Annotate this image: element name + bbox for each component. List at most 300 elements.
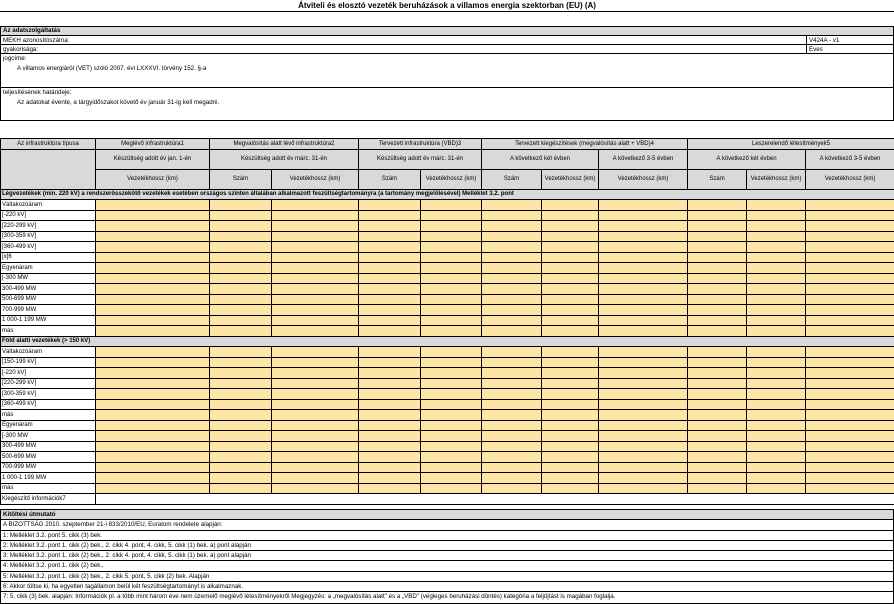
- input-cell[interactable]: [210, 326, 272, 337]
- input-cell[interactable]: [272, 221, 359, 232]
- input-cell[interactable]: [599, 305, 688, 316]
- input-cell[interactable]: [359, 294, 421, 305]
- input-cell[interactable]: [482, 452, 542, 463]
- input-cell[interactable]: [272, 378, 359, 389]
- input-cell[interactable]: [747, 273, 806, 284]
- input-cell[interactable]: [688, 252, 747, 263]
- input-cell[interactable]: [806, 210, 894, 221]
- input-cell[interactable]: [599, 441, 688, 452]
- input-cell[interactable]: [542, 473, 599, 484]
- input-cell[interactable]: [482, 252, 542, 263]
- input-cell[interactable]: [599, 315, 688, 326]
- input-cell[interactable]: [482, 347, 542, 358]
- input-cell[interactable]: [482, 242, 542, 253]
- input-cell[interactable]: [806, 315, 894, 326]
- input-cell[interactable]: [599, 252, 688, 263]
- input-cell[interactable]: [747, 315, 806, 326]
- input-cell[interactable]: [421, 294, 482, 305]
- input-cell[interactable]: [210, 441, 272, 452]
- input-cell[interactable]: [599, 284, 688, 295]
- input-cell[interactable]: [482, 473, 542, 484]
- input-cell[interactable]: [599, 273, 688, 284]
- input-cell[interactable]: [599, 200, 688, 211]
- input-cell[interactable]: [688, 347, 747, 358]
- input-cell[interactable]: [96, 347, 210, 358]
- input-cell[interactable]: [688, 315, 747, 326]
- input-cell[interactable]: [806, 200, 894, 211]
- input-cell[interactable]: [747, 326, 806, 337]
- input-cell[interactable]: [272, 357, 359, 368]
- input-cell[interactable]: [210, 389, 272, 400]
- input-cell[interactable]: [542, 452, 599, 463]
- input-cell[interactable]: [599, 431, 688, 442]
- input-cell[interactable]: [272, 483, 359, 494]
- input-cell[interactable]: [359, 420, 421, 431]
- input-cell[interactable]: [747, 347, 806, 358]
- input-cell[interactable]: [210, 368, 272, 379]
- input-cell[interactable]: [482, 273, 542, 284]
- input-cell[interactable]: [747, 263, 806, 274]
- input-cell[interactable]: [747, 221, 806, 232]
- input-cell[interactable]: [210, 473, 272, 484]
- input-cell[interactable]: [272, 273, 359, 284]
- input-cell[interactable]: [747, 305, 806, 316]
- input-cell[interactable]: [482, 263, 542, 274]
- input-cell[interactable]: [359, 357, 421, 368]
- input-cell[interactable]: [599, 210, 688, 221]
- input-cell[interactable]: [747, 368, 806, 379]
- input-cell[interactable]: [421, 347, 482, 358]
- input-cell[interactable]: [599, 368, 688, 379]
- input-cell[interactable]: [542, 210, 599, 221]
- input-cell[interactable]: [421, 315, 482, 326]
- input-cell[interactable]: [482, 284, 542, 295]
- input-cell[interactable]: [210, 315, 272, 326]
- input-cell[interactable]: [272, 462, 359, 473]
- input-cell[interactable]: [542, 378, 599, 389]
- input-cell[interactable]: [806, 399, 894, 410]
- input-cell[interactable]: [421, 357, 482, 368]
- input-cell[interactable]: [806, 410, 894, 421]
- input-cell[interactable]: [542, 389, 599, 400]
- input-cell[interactable]: [210, 431, 272, 442]
- input-cell[interactable]: [272, 284, 359, 295]
- input-cell[interactable]: [542, 263, 599, 274]
- input-cell[interactable]: [688, 200, 747, 211]
- input-cell[interactable]: [482, 231, 542, 242]
- input-cell[interactable]: [688, 473, 747, 484]
- input-cell[interactable]: [482, 441, 542, 452]
- input-cell[interactable]: [210, 284, 272, 295]
- input-cell[interactable]: [747, 294, 806, 305]
- input-cell[interactable]: [96, 452, 210, 463]
- input-cell[interactable]: [96, 294, 210, 305]
- input-cell[interactable]: [421, 263, 482, 274]
- input-cell[interactable]: [599, 357, 688, 368]
- input-cell[interactable]: [806, 420, 894, 431]
- input-cell[interactable]: [688, 410, 747, 421]
- input-cell[interactable]: [688, 231, 747, 242]
- input-cell[interactable]: [482, 378, 542, 389]
- input-cell[interactable]: [806, 378, 894, 389]
- input-cell[interactable]: [272, 326, 359, 337]
- input-cell[interactable]: [482, 315, 542, 326]
- input-cell[interactable]: [421, 399, 482, 410]
- input-cell[interactable]: [599, 294, 688, 305]
- input-cell[interactable]: [806, 305, 894, 316]
- input-cell[interactable]: [542, 441, 599, 452]
- input-cell[interactable]: [747, 231, 806, 242]
- input-cell[interactable]: [688, 221, 747, 232]
- input-cell[interactable]: [482, 399, 542, 410]
- input-cell[interactable]: [599, 483, 688, 494]
- input-cell[interactable]: [688, 242, 747, 253]
- input-cell[interactable]: [747, 399, 806, 410]
- input-cell[interactable]: [359, 305, 421, 316]
- input-cell[interactable]: [96, 378, 210, 389]
- input-cell[interactable]: [96, 473, 210, 484]
- input-cell[interactable]: [688, 263, 747, 274]
- input-cell[interactable]: [688, 273, 747, 284]
- input-cell[interactable]: [272, 200, 359, 211]
- input-cell[interactable]: [688, 284, 747, 295]
- input-cell[interactable]: [272, 399, 359, 410]
- input-cell[interactable]: [210, 210, 272, 221]
- input-cell[interactable]: [482, 389, 542, 400]
- input-cell[interactable]: [806, 263, 894, 274]
- input-cell[interactable]: [359, 273, 421, 284]
- input-cell[interactable]: [482, 431, 542, 442]
- input-cell[interactable]: [688, 368, 747, 379]
- input-cell[interactable]: [359, 210, 421, 221]
- input-cell[interactable]: [96, 263, 210, 274]
- input-cell[interactable]: [806, 452, 894, 463]
- input-cell[interactable]: [96, 242, 210, 253]
- input-cell[interactable]: [421, 389, 482, 400]
- input-cell[interactable]: [542, 347, 599, 358]
- input-cell[interactable]: [359, 462, 421, 473]
- input-cell[interactable]: [542, 200, 599, 211]
- input-cell[interactable]: [96, 326, 210, 337]
- input-cell[interactable]: [272, 231, 359, 242]
- input-cell[interactable]: [359, 315, 421, 326]
- input-cell[interactable]: [421, 284, 482, 295]
- input-cell[interactable]: [747, 420, 806, 431]
- input-cell[interactable]: [747, 483, 806, 494]
- input-cell[interactable]: [688, 452, 747, 463]
- input-cell[interactable]: [96, 441, 210, 452]
- input-cell[interactable]: [96, 315, 210, 326]
- input-cell[interactable]: [96, 389, 210, 400]
- input-cell[interactable]: [688, 357, 747, 368]
- input-cell[interactable]: [482, 462, 542, 473]
- input-cell[interactable]: [421, 210, 482, 221]
- input-cell[interactable]: [542, 399, 599, 410]
- input-cell[interactable]: [272, 441, 359, 452]
- input-cell[interactable]: [599, 462, 688, 473]
- input-cell[interactable]: [747, 431, 806, 442]
- input-cell[interactable]: [599, 410, 688, 421]
- input-cell[interactable]: [421, 441, 482, 452]
- input-cell[interactable]: [747, 200, 806, 211]
- input-cell[interactable]: [96, 410, 210, 421]
- input-cell[interactable]: [482, 357, 542, 368]
- input-cell[interactable]: [747, 473, 806, 484]
- input-cell[interactable]: [359, 452, 421, 463]
- extra-info-input[interactable]: [96, 494, 894, 505]
- input-cell[interactable]: [96, 200, 210, 211]
- input-cell[interactable]: [272, 473, 359, 484]
- input-cell[interactable]: [359, 378, 421, 389]
- input-cell[interactable]: [806, 441, 894, 452]
- input-cell[interactable]: [272, 242, 359, 253]
- input-cell[interactable]: [210, 221, 272, 232]
- input-cell[interactable]: [421, 326, 482, 337]
- input-cell[interactable]: [96, 221, 210, 232]
- input-cell[interactable]: [806, 242, 894, 253]
- input-cell[interactable]: [599, 242, 688, 253]
- input-cell[interactable]: [210, 347, 272, 358]
- input-cell[interactable]: [747, 441, 806, 452]
- input-cell[interactable]: [210, 252, 272, 263]
- input-cell[interactable]: [806, 221, 894, 232]
- input-cell[interactable]: [210, 200, 272, 211]
- input-cell[interactable]: [806, 273, 894, 284]
- input-cell[interactable]: [688, 441, 747, 452]
- input-cell[interactable]: [272, 431, 359, 442]
- input-cell[interactable]: [359, 483, 421, 494]
- input-cell[interactable]: [272, 294, 359, 305]
- input-cell[interactable]: [747, 210, 806, 221]
- input-cell[interactable]: [359, 441, 421, 452]
- input-cell[interactable]: [542, 420, 599, 431]
- input-cell[interactable]: [542, 431, 599, 442]
- input-cell[interactable]: [542, 368, 599, 379]
- input-cell[interactable]: [96, 210, 210, 221]
- input-cell[interactable]: [421, 420, 482, 431]
- input-cell[interactable]: [359, 221, 421, 232]
- input-cell[interactable]: [599, 347, 688, 358]
- input-cell[interactable]: [747, 462, 806, 473]
- input-cell[interactable]: [421, 452, 482, 463]
- input-cell[interactable]: [806, 473, 894, 484]
- input-cell[interactable]: [599, 389, 688, 400]
- input-cell[interactable]: [542, 284, 599, 295]
- input-cell[interactable]: [421, 410, 482, 421]
- input-cell[interactable]: [688, 326, 747, 337]
- input-cell[interactable]: [96, 399, 210, 410]
- input-cell[interactable]: [599, 473, 688, 484]
- input-cell[interactable]: [542, 326, 599, 337]
- input-cell[interactable]: [272, 210, 359, 221]
- input-cell[interactable]: [210, 263, 272, 274]
- input-cell[interactable]: [210, 399, 272, 410]
- input-cell[interactable]: [482, 305, 542, 316]
- input-cell[interactable]: [806, 483, 894, 494]
- input-cell[interactable]: [806, 326, 894, 337]
- input-cell[interactable]: [210, 357, 272, 368]
- input-cell[interactable]: [806, 231, 894, 242]
- input-cell[interactable]: [210, 231, 272, 242]
- input-cell[interactable]: [599, 263, 688, 274]
- input-cell[interactable]: [272, 410, 359, 421]
- input-cell[interactable]: [482, 210, 542, 221]
- input-cell[interactable]: [359, 368, 421, 379]
- input-cell[interactable]: [747, 242, 806, 253]
- input-cell[interactable]: [272, 368, 359, 379]
- input-cell[interactable]: [421, 200, 482, 211]
- mekh-value[interactable]: V424A - v1: [809, 37, 840, 44]
- input-cell[interactable]: [542, 315, 599, 326]
- input-cell[interactable]: [272, 252, 359, 263]
- input-cell[interactable]: [96, 368, 210, 379]
- input-cell[interactable]: [599, 221, 688, 232]
- input-cell[interactable]: [272, 420, 359, 431]
- input-cell[interactable]: [747, 284, 806, 295]
- input-cell[interactable]: [542, 410, 599, 421]
- input-cell[interactable]: [688, 420, 747, 431]
- input-cell[interactable]: [96, 483, 210, 494]
- input-cell[interactable]: [747, 389, 806, 400]
- input-cell[interactable]: [688, 305, 747, 316]
- input-cell[interactable]: [747, 410, 806, 421]
- input-cell[interactable]: [96, 252, 210, 263]
- input-cell[interactable]: [688, 431, 747, 442]
- input-cell[interactable]: [359, 200, 421, 211]
- input-cell[interactable]: [96, 231, 210, 242]
- input-cell[interactable]: [272, 452, 359, 463]
- input-cell[interactable]: [210, 410, 272, 421]
- input-cell[interactable]: [482, 221, 542, 232]
- input-cell[interactable]: [599, 231, 688, 242]
- input-cell[interactable]: [747, 452, 806, 463]
- input-cell[interactable]: [688, 389, 747, 400]
- input-cell[interactable]: [210, 242, 272, 253]
- input-cell[interactable]: [210, 378, 272, 389]
- input-cell[interactable]: [688, 462, 747, 473]
- input-cell[interactable]: [542, 357, 599, 368]
- input-cell[interactable]: [210, 483, 272, 494]
- input-cell[interactable]: [359, 410, 421, 421]
- frequency-value[interactable]: Éves: [809, 46, 823, 53]
- input-cell[interactable]: [688, 294, 747, 305]
- input-cell[interactable]: [421, 273, 482, 284]
- input-cell[interactable]: [806, 462, 894, 473]
- input-cell[interactable]: [359, 431, 421, 442]
- input-cell[interactable]: [272, 263, 359, 274]
- input-cell[interactable]: [542, 462, 599, 473]
- input-cell[interactable]: [747, 252, 806, 263]
- input-cell[interactable]: [96, 273, 210, 284]
- input-cell[interactable]: [421, 462, 482, 473]
- input-cell[interactable]: [359, 284, 421, 295]
- input-cell[interactable]: [421, 483, 482, 494]
- input-cell[interactable]: [272, 389, 359, 400]
- input-cell[interactable]: [688, 210, 747, 221]
- input-cell[interactable]: [272, 315, 359, 326]
- input-cell[interactable]: [421, 473, 482, 484]
- input-cell[interactable]: [747, 357, 806, 368]
- input-cell[interactable]: [542, 252, 599, 263]
- input-cell[interactable]: [482, 200, 542, 211]
- input-cell[interactable]: [482, 368, 542, 379]
- input-cell[interactable]: [359, 326, 421, 337]
- input-cell[interactable]: [359, 231, 421, 242]
- input-cell[interactable]: [542, 483, 599, 494]
- input-cell[interactable]: [96, 431, 210, 442]
- input-cell[interactable]: [542, 294, 599, 305]
- input-cell[interactable]: [359, 263, 421, 274]
- input-cell[interactable]: [688, 483, 747, 494]
- input-cell[interactable]: [806, 389, 894, 400]
- input-cell[interactable]: [421, 378, 482, 389]
- input-cell[interactable]: [806, 368, 894, 379]
- input-cell[interactable]: [542, 273, 599, 284]
- input-cell[interactable]: [359, 473, 421, 484]
- input-cell[interactable]: [359, 399, 421, 410]
- input-cell[interactable]: [421, 252, 482, 263]
- input-cell[interactable]: [806, 252, 894, 263]
- input-cell[interactable]: [359, 252, 421, 263]
- input-cell[interactable]: [806, 357, 894, 368]
- input-cell[interactable]: [482, 483, 542, 494]
- input-cell[interactable]: [210, 273, 272, 284]
- input-cell[interactable]: [599, 326, 688, 337]
- input-cell[interactable]: [359, 389, 421, 400]
- input-cell[interactable]: [210, 294, 272, 305]
- input-cell[interactable]: [421, 231, 482, 242]
- input-cell[interactable]: [96, 420, 210, 431]
- input-cell[interactable]: [96, 462, 210, 473]
- input-cell[interactable]: [482, 294, 542, 305]
- input-cell[interactable]: [482, 326, 542, 337]
- input-cell[interactable]: [359, 347, 421, 358]
- input-cell[interactable]: [272, 347, 359, 358]
- input-cell[interactable]: [599, 378, 688, 389]
- input-cell[interactable]: [542, 242, 599, 253]
- input-cell[interactable]: [421, 242, 482, 253]
- input-cell[interactable]: [421, 368, 482, 379]
- input-cell[interactable]: [599, 399, 688, 410]
- input-cell[interactable]: [421, 221, 482, 232]
- input-cell[interactable]: [421, 431, 482, 442]
- input-cell[interactable]: [542, 305, 599, 316]
- input-cell[interactable]: [359, 242, 421, 253]
- input-cell[interactable]: [599, 452, 688, 463]
- input-cell[interactable]: [806, 347, 894, 358]
- input-cell[interactable]: [210, 420, 272, 431]
- input-cell[interactable]: [210, 305, 272, 316]
- input-cell[interactable]: [482, 420, 542, 431]
- input-cell[interactable]: [688, 378, 747, 389]
- input-cell[interactable]: [272, 305, 359, 316]
- input-cell[interactable]: [210, 462, 272, 473]
- input-cell[interactable]: [96, 357, 210, 368]
- input-cell[interactable]: [542, 221, 599, 232]
- input-cell[interactable]: [421, 305, 482, 316]
- input-cell[interactable]: [806, 284, 894, 295]
- input-cell[interactable]: [806, 431, 894, 442]
- input-cell[interactable]: [542, 231, 599, 242]
- input-cell[interactable]: [96, 284, 210, 295]
- input-cell[interactable]: [688, 399, 747, 410]
- input-cell[interactable]: [747, 378, 806, 389]
- input-cell[interactable]: [482, 410, 542, 421]
- input-cell[interactable]: [599, 420, 688, 431]
- input-cell[interactable]: [210, 452, 272, 463]
- input-cell[interactable]: [96, 305, 210, 316]
- input-cell[interactable]: [806, 294, 894, 305]
